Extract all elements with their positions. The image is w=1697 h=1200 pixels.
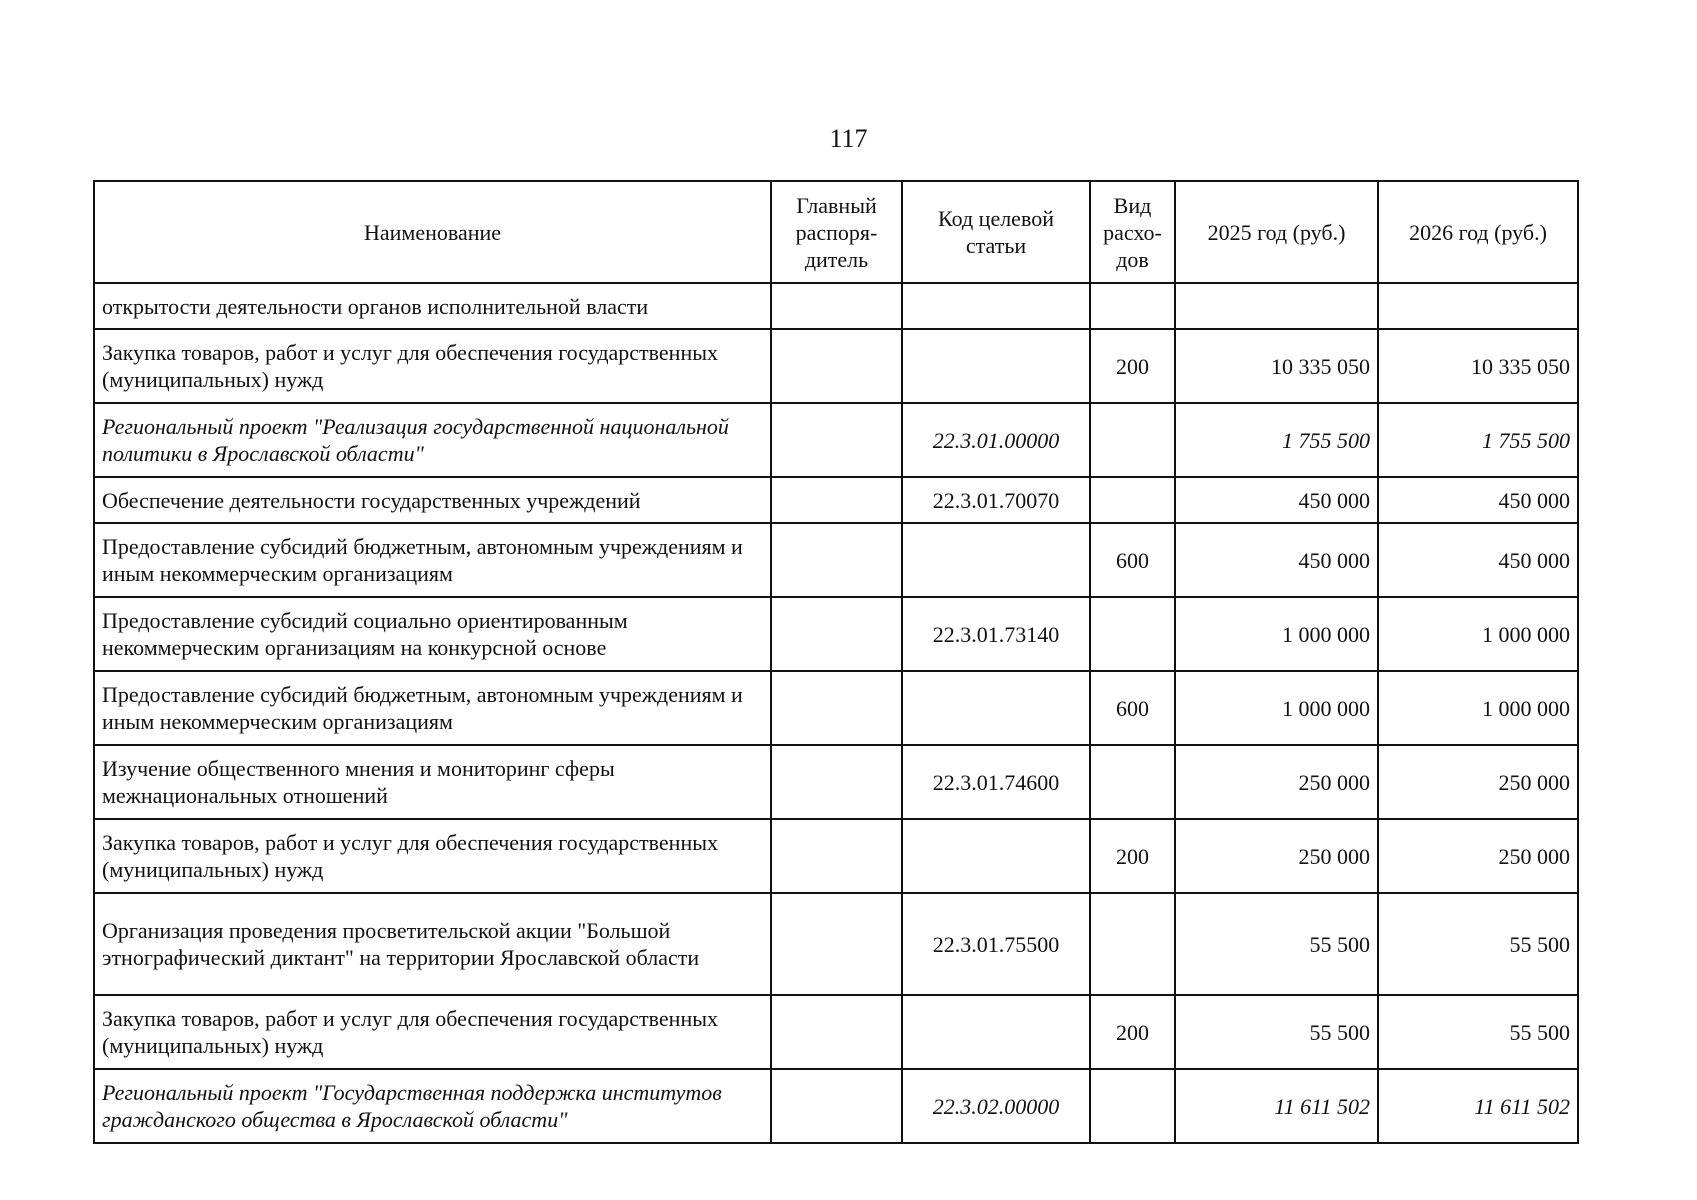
table-row-regional-project [94,1069,1578,1143]
row-distributor [771,671,902,745]
row-code [902,283,1090,329]
row-name: Обеспечение деятельности государственных учреждений [94,477,771,523]
row-name: Региональный проект "Государственная поддержка институтов гражданского общества в Ярославской области" [94,1069,771,1143]
row-distributor [771,403,902,477]
row-amount-2026: 11 611 502 [1378,1069,1578,1143]
row-code [902,819,1090,893]
row-amount-2025: 1 755 500 [1175,403,1378,477]
row-amount-2025: 450 000 [1175,523,1378,597]
header-year-2026: 2026 год (руб.) [1378,181,1578,283]
row-code: 22.3.01.74600 [902,745,1090,819]
row-expense-type: 200 [1090,819,1175,893]
row-code: 22.3.01.75500 [902,893,1090,995]
row-name: открытости деятельности органов исполнительной власти [94,283,771,329]
row-expense-type [1090,477,1175,523]
table-row [94,477,1578,523]
row-code: 22.3.01.73140 [902,597,1090,671]
row-distributor [771,283,902,329]
row-amount-2026: 1 000 000 [1378,597,1578,671]
table-header-row [94,181,1578,283]
row-amount-2026: 250 000 [1378,745,1578,819]
row-name: Организация проведения просветительской акции "Большой этнографический диктант" на территории Ярославской области [94,893,771,995]
row-distributor [771,597,902,671]
row-code [902,523,1090,597]
row-code: 22.3.02.00000 [902,1069,1090,1143]
row-amount-2026 [1378,283,1578,329]
row-expense-type: 200 [1090,995,1175,1069]
header-expense-type: Вид расхо- дов [1090,181,1175,283]
row-amount-2026: 450 000 [1378,523,1578,597]
row-amount-2025: 250 000 [1175,745,1378,819]
row-distributor [771,995,902,1069]
row-name: Региональный проект "Реализация государственной национальной политики в Ярославской области" [94,403,771,477]
row-code: 22.3.01.00000 [902,403,1090,477]
row-expense-type [1090,597,1175,671]
row-distributor [771,1069,902,1143]
row-distributor [771,819,902,893]
page-number: 117 [829,124,868,153]
row-amount-2025 [1175,283,1378,329]
table-row [94,329,1578,403]
table-row [94,819,1578,893]
row-expense-type: 600 [1090,671,1175,745]
row-amount-2026: 55 500 [1378,995,1578,1069]
row-amount-2025: 1 000 000 [1175,671,1378,745]
row-distributor [771,523,902,597]
row-name: Закупка товаров, работ и услуг для обеспечения государственных (муниципальных) нужд [94,329,771,403]
row-amount-2025: 250 000 [1175,819,1378,893]
row-code: 22.3.01.70070 [902,477,1090,523]
row-name: Предоставление субсидий бюджетным, автономным учреждениям и иным некоммерческим организациям [94,523,771,597]
row-distributor [771,329,902,403]
row-name: Предоставление субсидий бюджетным, автономным учреждениям и иным некоммерческим организациям [94,671,771,745]
row-expense-type [1090,403,1175,477]
row-expense-type [1090,893,1175,995]
row-amount-2025: 55 500 [1175,893,1378,995]
row-name: Закупка товаров, работ и услуг для обеспечения государственных (муниципальных) нужд [94,819,771,893]
table-row [94,893,1578,995]
header-name: Наименование [94,181,771,283]
row-distributor [771,893,902,995]
header-distributor: Главный распоря- дитель [771,181,902,283]
row-amount-2026: 250 000 [1378,819,1578,893]
row-amount-2025: 55 500 [1175,995,1378,1069]
row-amount-2025: 10 335 050 [1175,329,1378,403]
table-row [94,745,1578,819]
row-amount-2026: 55 500 [1378,893,1578,995]
row-amount-2025: 1 000 000 [1175,597,1378,671]
row-amount-2025: 11 611 502 [1175,1069,1378,1143]
table-row [94,995,1578,1069]
row-amount-2026: 10 335 050 [1378,329,1578,403]
budget-table [93,180,1579,1144]
row-amount-2025: 450 000 [1175,477,1378,523]
row-amount-2026: 1 755 500 [1378,403,1578,477]
row-code [902,995,1090,1069]
header-year-2025: 2025 год (руб.) [1175,181,1378,283]
row-name: Закупка товаров, работ и услуг для обеспечения государственных (муниципальных) нужд [94,995,771,1069]
row-expense-type [1090,745,1175,819]
row-code [902,329,1090,403]
row-expense-type: 600 [1090,523,1175,597]
row-amount-2026: 1 000 000 [1378,671,1578,745]
table-row [94,597,1578,671]
row-name: Предоставление субсидий социально ориентированным некоммерческим организациям на конкурсной основе [94,597,771,671]
table-row [94,523,1578,597]
row-distributor [771,477,902,523]
row-expense-type [1090,283,1175,329]
table-row [94,283,1578,329]
row-name: Изучение общественного мнения и мониторинг сферы межнациональных отношений [94,745,771,819]
table-row-regional-project [94,403,1578,477]
row-amount-2026: 450 000 [1378,477,1578,523]
row-distributor [771,745,902,819]
row-code [902,671,1090,745]
table-row [94,671,1578,745]
row-expense-type: 200 [1090,329,1175,403]
header-code: Код целевой статьи [902,181,1090,283]
row-expense-type [1090,1069,1175,1143]
